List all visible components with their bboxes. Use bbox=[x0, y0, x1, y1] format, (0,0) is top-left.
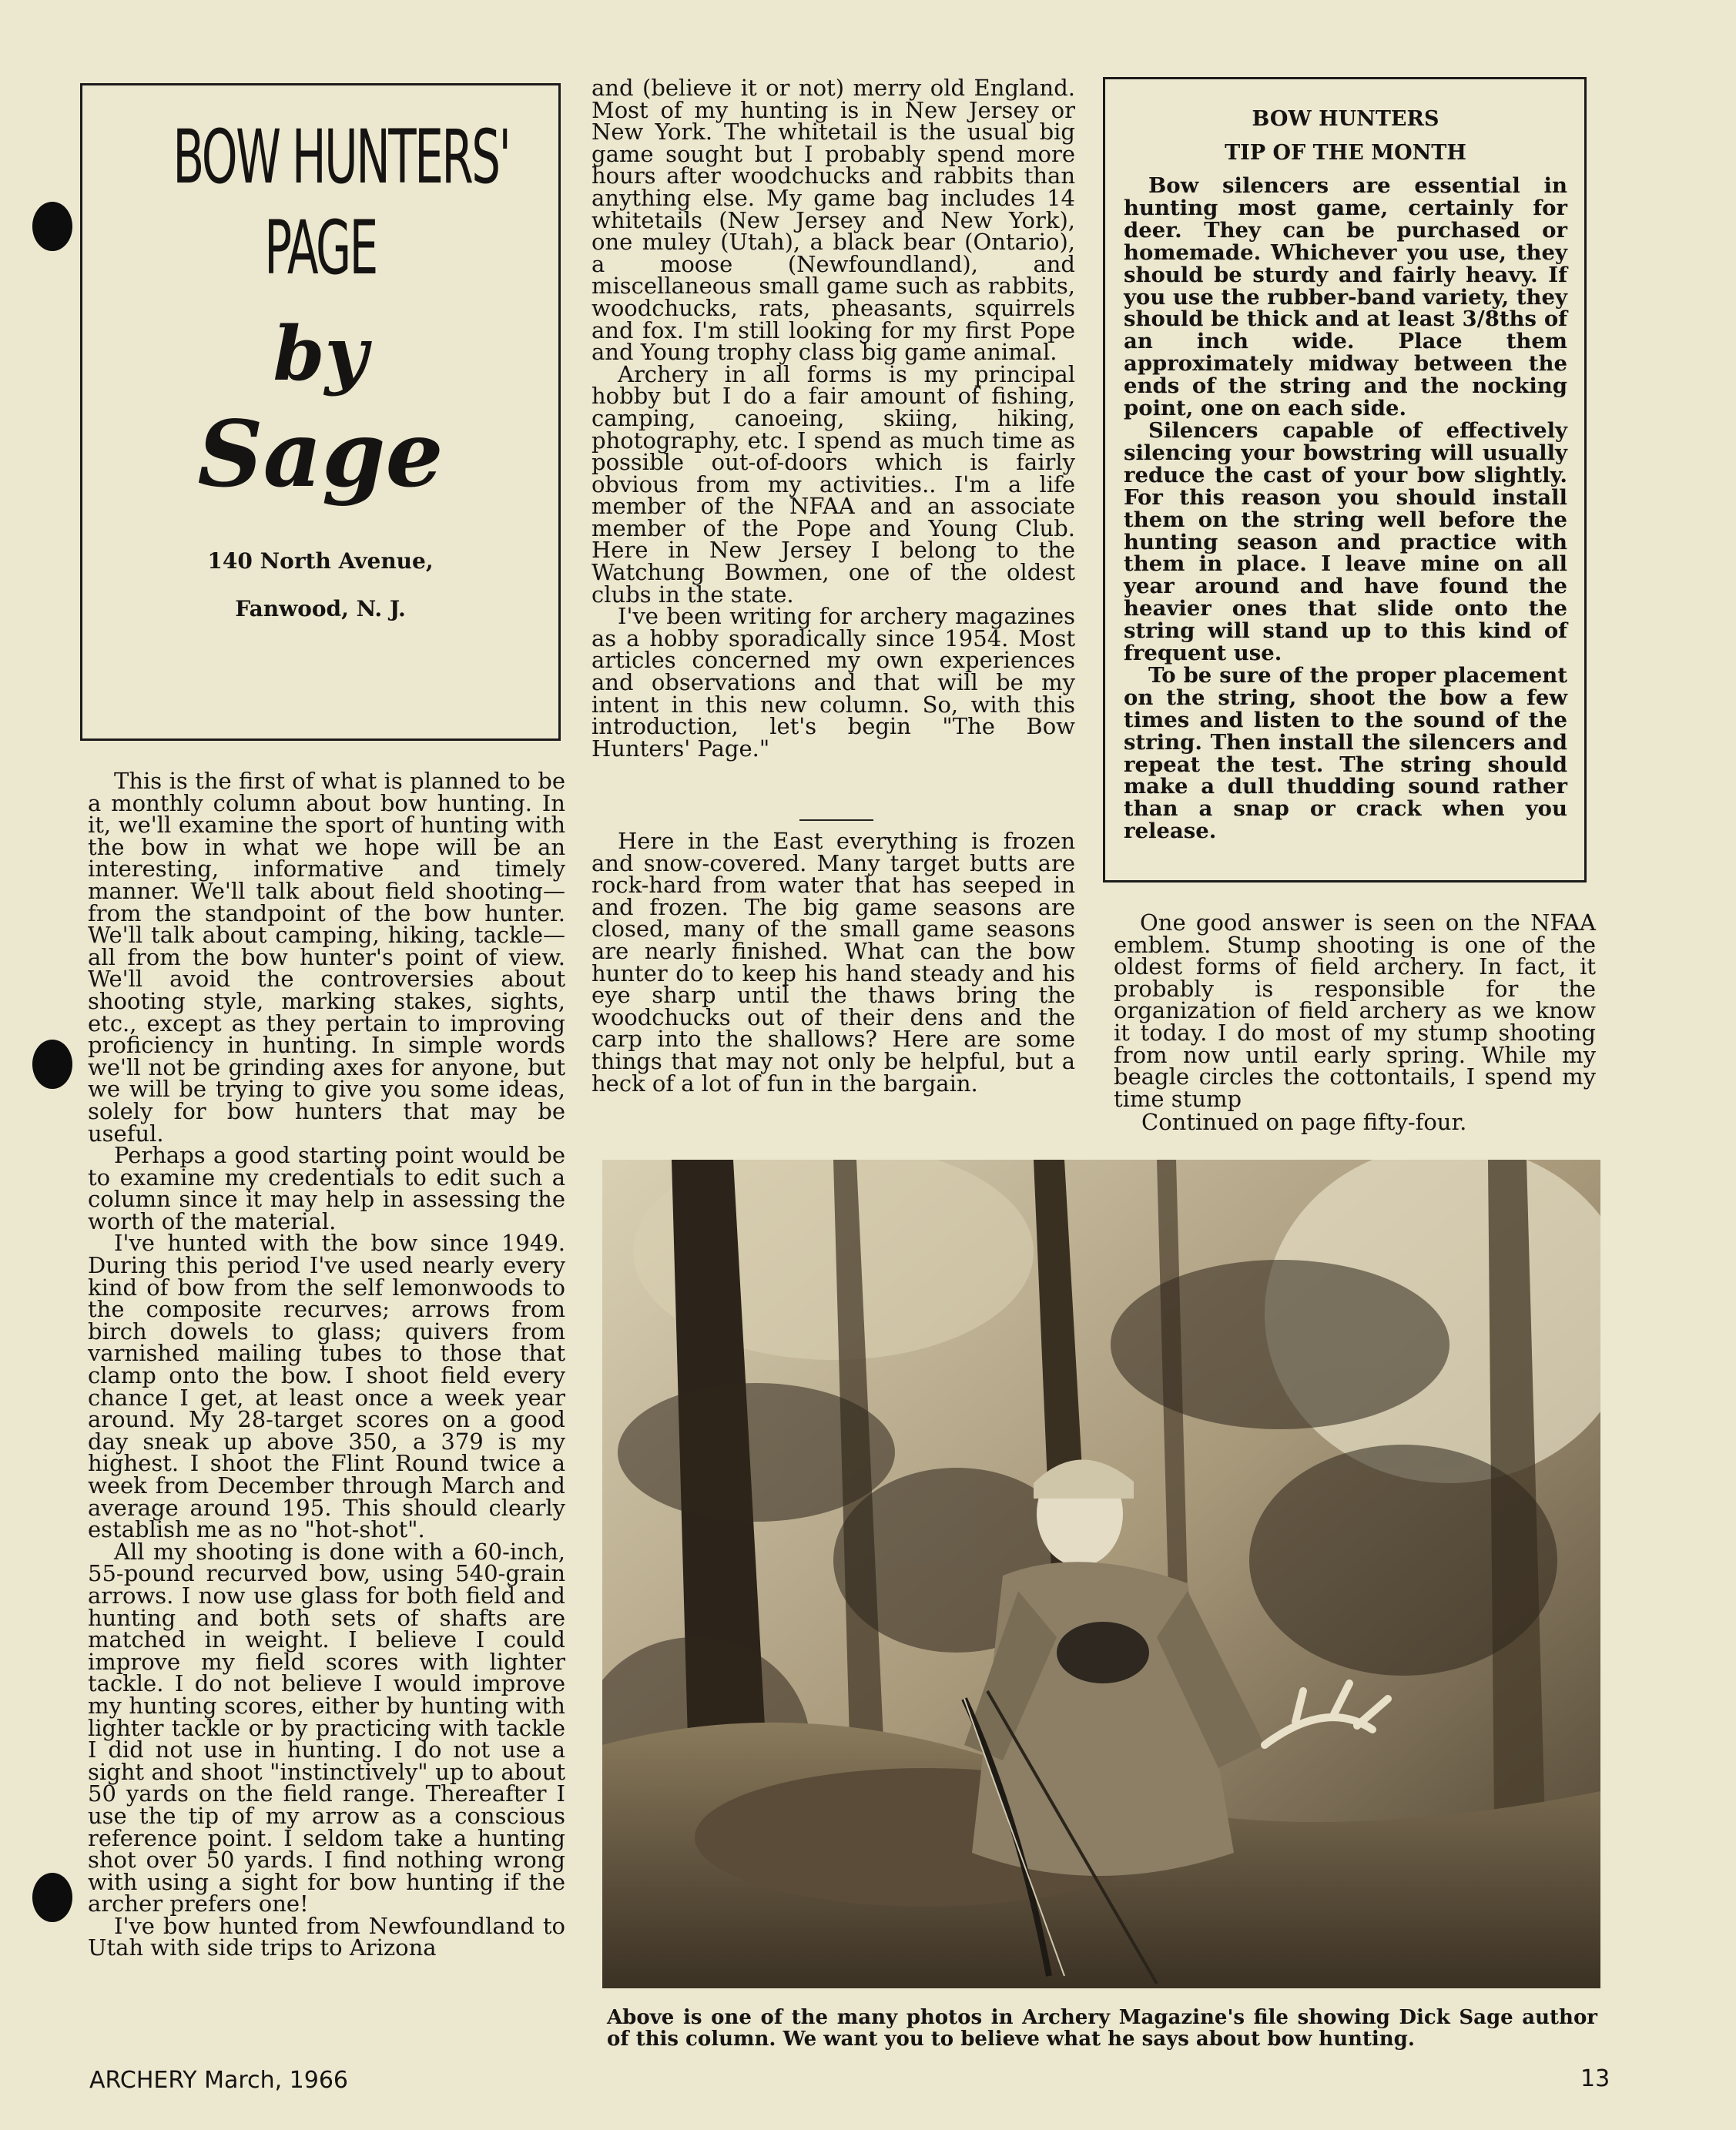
tip-body bbox=[1124, 175, 1567, 842]
masthead-by: by bbox=[273, 310, 368, 397]
column-2 bbox=[592, 75, 1075, 762]
paragraph: Archery in all forms is my principal hobby but I do a fair amount of fishing, camping, canoeing, skiing, hiking, photography, etc. I spend as much time as possible out-of-doors which is fairly obvious from my activities.. I'm a life member of the NFAA and an associate member of the Pope and Young Club. Here in New Jersey I belong to the Watchung Bowmen, one of the oldest clubs in the state. bbox=[592, 360, 1075, 608]
paragraph: One good answer is seen on the NFAA emblem. Stump shooting is one of the oldest forms of field archery. In fact, it probably is responsible for the organization of field archery as we know it today. I do most of my stump shooting from now until early spring. While my beagle circles the cottontails, I spend my time stump bbox=[1114, 909, 1596, 1112]
issue-date: March, 1966 bbox=[204, 2067, 349, 2094]
tip-box bbox=[1103, 77, 1587, 882]
masthead-box bbox=[80, 83, 561, 741]
masthead-author: Sage bbox=[197, 400, 444, 507]
column-1 bbox=[88, 770, 565, 1959]
paragraph: This is the first of what is planned to be a monthly column about bow hunting. In it, we'll examine the sport of hunting with the bow in what we hope will be an interesting, informative and timely manner. We'll talk about field shooting—from the standpoint of the bow hunter. We'll talk about camping, hiking, tackle—all from the bow hunter's point of view. We'll avoid the controversies about shooting style, marking stakes, sights, etc., except as they pertain to improving proficiency in hunting. In simple words we'll not be grinding axes for anyone, but we will be trying to give you some ideas, solely for bow hunters that may be useful. bbox=[88, 768, 565, 1147]
masthead-title-line1: BOW HUNTERS' bbox=[173, 114, 510, 200]
paragraph: and (believe it or not) merry old England. Most of my hunting is in New Jersey or New York. The whitetail is the usual big game sought but I probably spend more hours after woodchucks and rabbits than anything else. My game bag includes 14 whitetails (New Jersey and New York), one muley (Utah), a black bear (Ontario), a moose (Newfoundland), and miscellaneous small game such as rabbits, woodchucks, rats, pheasants, squirrels and fox. I'm still looking for my first Pope and Young trophy class big game animal. bbox=[592, 75, 1075, 366]
photo-image bbox=[602, 1160, 1600, 1988]
column-2-continued bbox=[592, 828, 1075, 1097]
paragraph: I've bow hunted from Newfoundland to Utah with side trips to Arizona bbox=[88, 1912, 565, 1961]
footer-left bbox=[89, 2067, 348, 2094]
paragraph: I've been writing for archery magazines as a hobby sporadically since 1954. Most articles concerned my own experiences and observations and that will be my intent in this new column. So, with this introduction, let's begin "The Bow Hunters' Page." bbox=[592, 603, 1075, 762]
photo-caption: Above is one of the many photos in Archery Magazine's file showing Dick Sage author of this column. We want you to believe what he says about bow hunting. bbox=[607, 2006, 1597, 2051]
tip-paragraph: Bow silencers are essential in hunting most game, certainly for deer. They can be purchased or homemade. Whichever you use, they should be sturdy and fairly heavy. If you use the rubber-band variety, they should be thick and at least 3/8ths of an inch wide. Place them approximately midway between the ends of the string and the nocking point, one on each side. bbox=[1124, 173, 1567, 421]
tip-title-line1: BOW HUNTERS bbox=[1252, 107, 1439, 131]
address-line1: 140 North Avenue, bbox=[207, 548, 434, 574]
tip-paragraph: To be sure of the proper placement on the string, shoot the bow a few times and listen to the sound of the string. Then install the silencers and repeat the test. The string should make a dull thudding sound rather than a snap or crack when you release. bbox=[1124, 662, 1567, 844]
paragraph: Here in the East everything is frozen and snow-covered. Many target butts are rock-hard from water that has seeped in and frozen. The big game seasons are closed, many of the small game seasons are nearly finished. What can the bow hunter do to keep his hand steady and his eye sharp until the thaws bring the woodchucks out of their dens and the carp into the shallows? Here are some things that may not only be helpful, but a heck of a lot of fun in the bargain. bbox=[592, 828, 1075, 1097]
publication-name: ARCHERY bbox=[89, 2067, 197, 2094]
column-3 bbox=[1114, 909, 1596, 1136]
hunter-photo bbox=[602, 1160, 1600, 1988]
masthead-title-line2: PAGE bbox=[264, 205, 377, 291]
paragraph: Perhaps a good starting point would be to examine my credentials to edit such a column since it may help in assessing the worth of the material. bbox=[88, 1142, 565, 1234]
paragraph: I've hunted with the bow since 1949. During this period I've used nearly every kind of bow from the self lemonwoods to the composite recurves; arrows from birch dowels to glass; quivers from varnished mailing tubes to those that clamp onto the bow. I shoot field every chance I get, at least once a week year around. My 28-target scores on a good day sneak up above 350, a 379 is my highest. I shoot the Flint Round twice a week from December through March and average around 195. This should clearly establish me as no "hot-shot". bbox=[88, 1230, 565, 1543]
binder-hole bbox=[32, 1040, 72, 1089]
binder-hole bbox=[32, 202, 72, 251]
tip-paragraph: Silencers capable of effectively silencing your bowstring will usually reduce the cast of your bow slightly. For this reason you should install them on the string well before the hunting season and practice with them in place. I leave mine on all year around and have found the heavier ones that slide onto the string will stand up to this kind of frequent use. bbox=[1124, 417, 1567, 666]
page-number: 13 bbox=[1580, 2065, 1610, 2092]
binder-hole bbox=[32, 1873, 72, 1922]
continued-note: Continued on page fifty-four. bbox=[1141, 1109, 1467, 1136]
address-line2: Fanwood, N. J. bbox=[235, 596, 406, 621]
tip-title-line2: TIP OF THE MONTH bbox=[1225, 141, 1466, 165]
paragraph: All my shooting is done with a 60-inch, 55-pound recurved bow, using 540-grain arrows. I now use glass for both field and hunting and both sets of shafts are matched in weight. I believe I could improve my field scores with lighter tackle. I do not believe I would improve my hunting scores, either by hunting with lighter tackle or by practicing with tackle I did not use in hunting. I do not use a sight and shoot "instinctively" up to about 50 yards on the field range. Thereafter I use the tip of my arrow as a conscious reference point. I seldom take a hunting shot over 50 yards. I find nothing wrong with using a sight for bow hunting if the archer prefers one! bbox=[88, 1538, 565, 1917]
section-divider bbox=[799, 819, 873, 821]
